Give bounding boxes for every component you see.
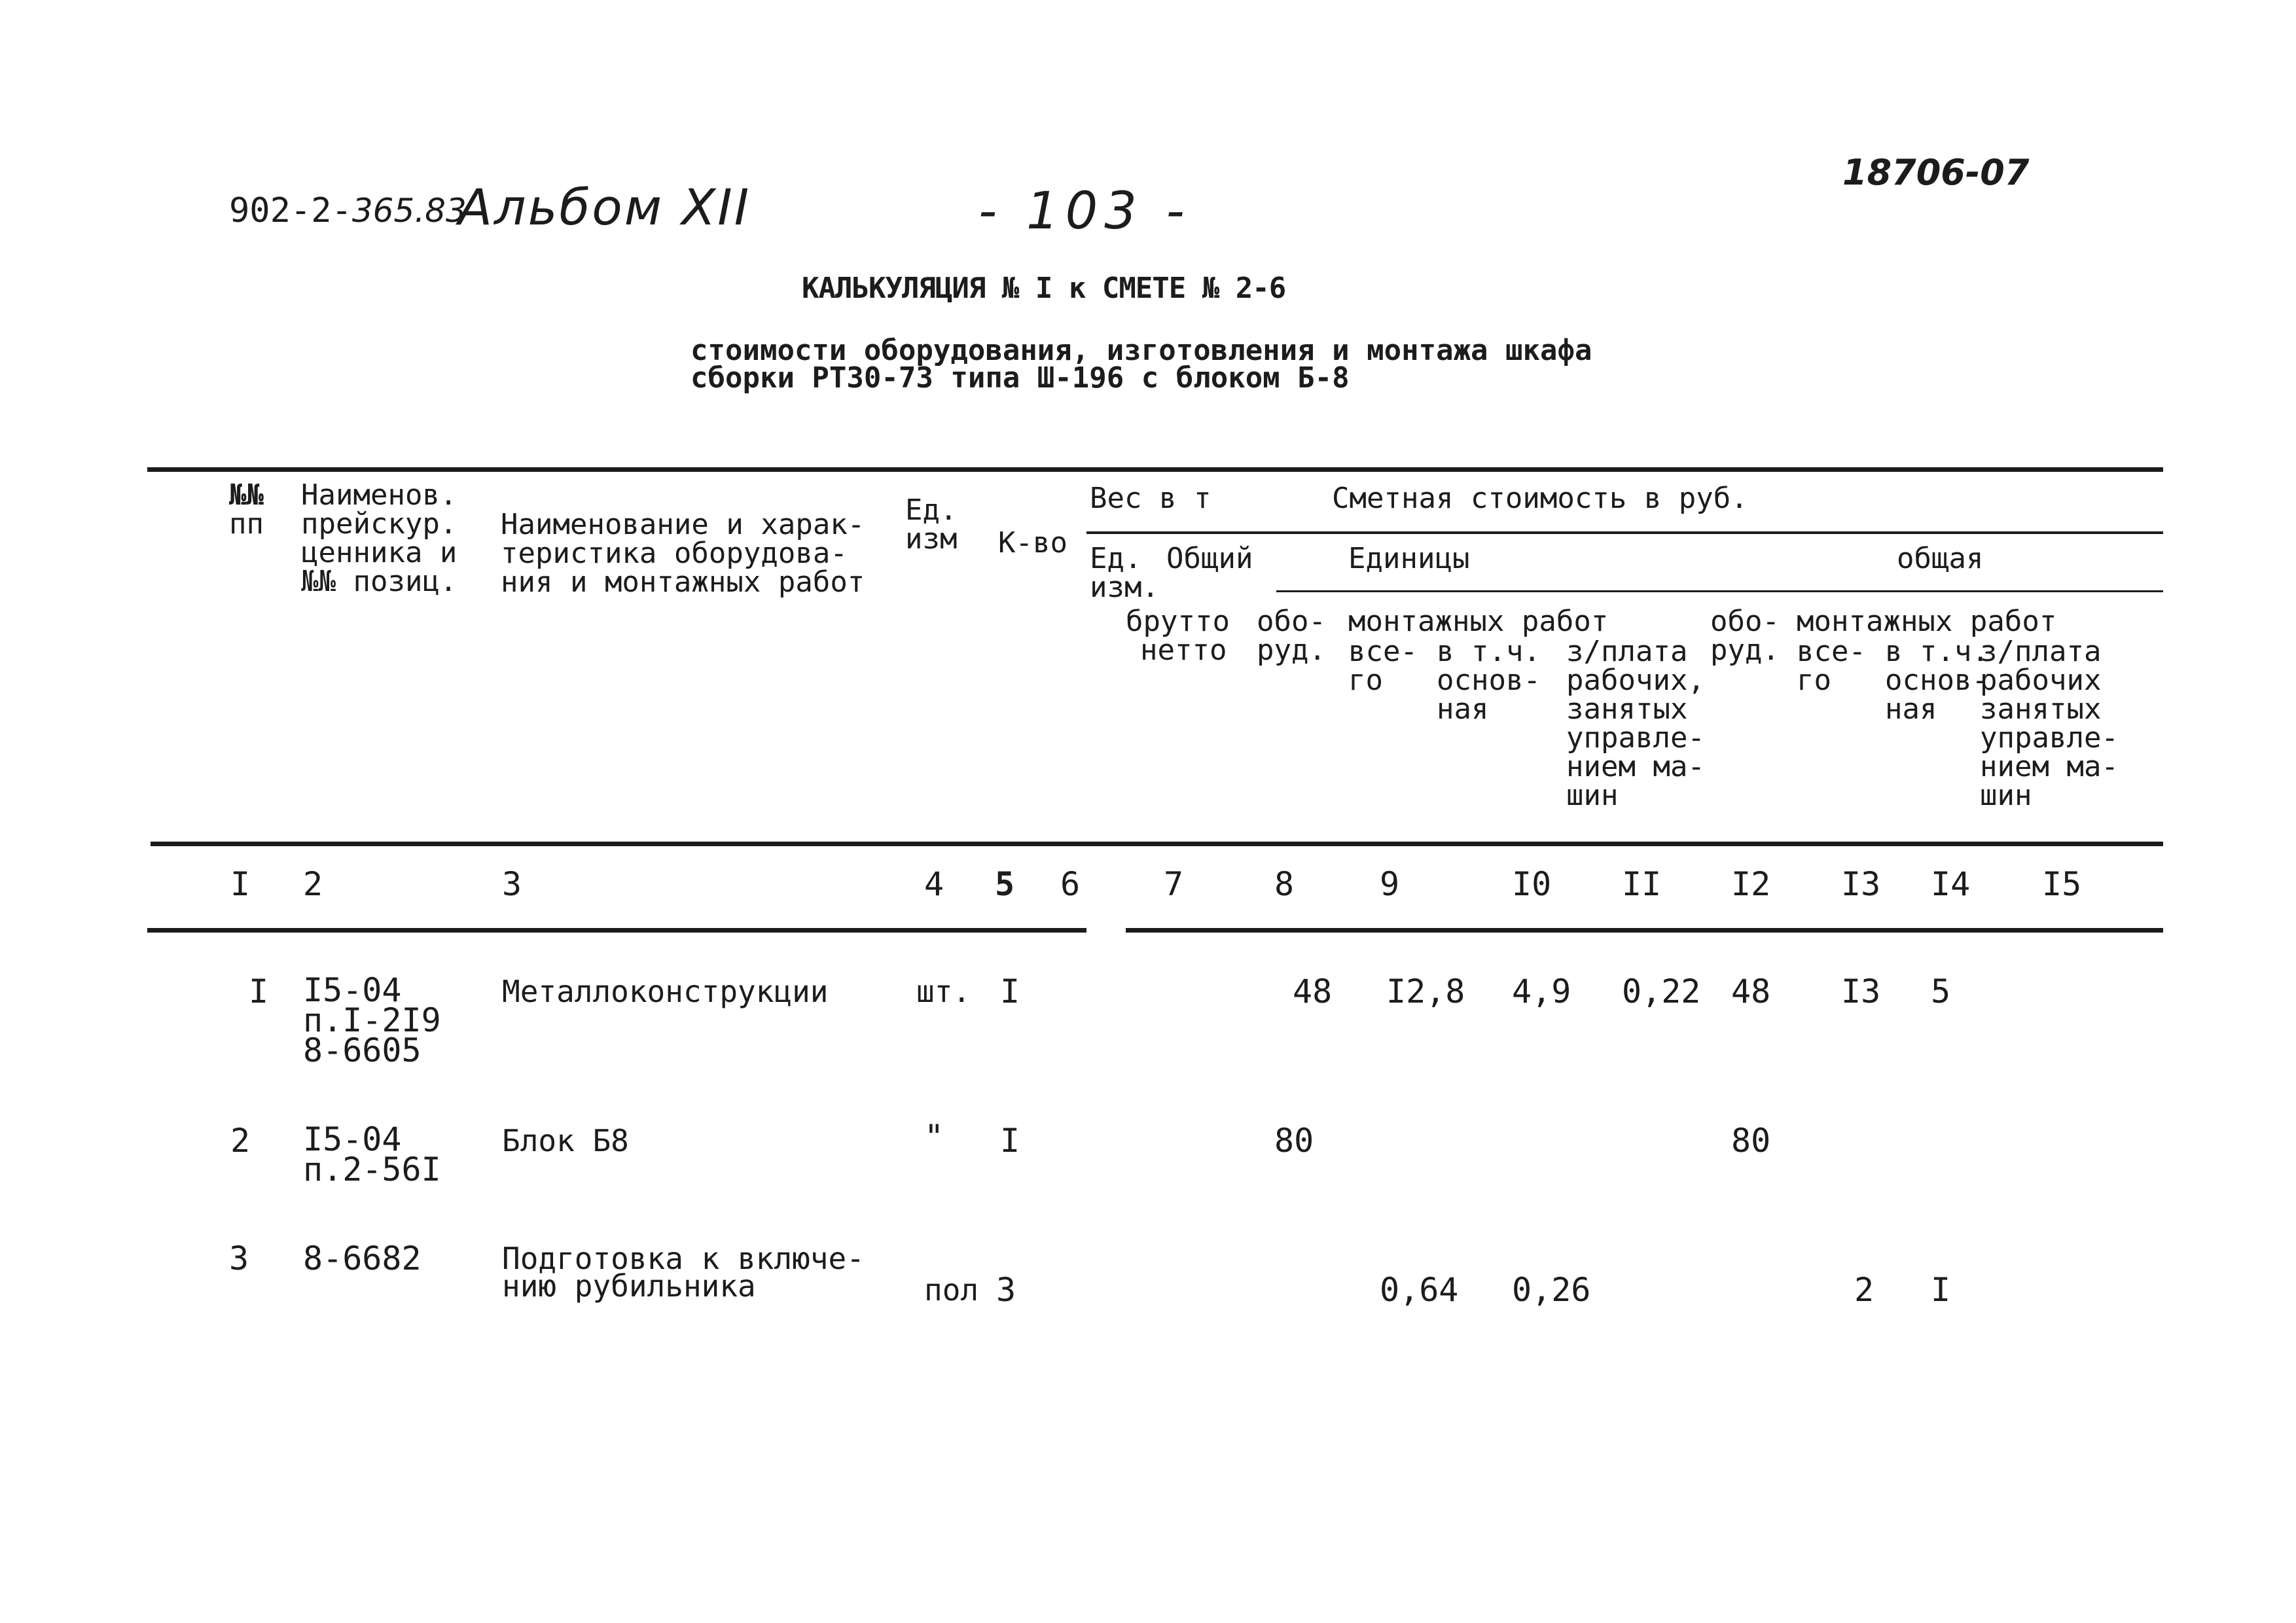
column-number-1: I: [230, 865, 251, 903]
header-unit-incl-basic-line1: в т.ч.: [1437, 635, 1541, 668]
header-total-mount-all-line1: все-: [1797, 635, 1866, 668]
column-number-3: 3: [502, 865, 522, 903]
table-row-1-col8: 48: [1293, 972, 1333, 1010]
header-unit-group: Единицы: [1348, 542, 1470, 575]
column-number-12: I2: [1731, 865, 1771, 903]
table-row-1-col9: I2,8: [1386, 972, 1465, 1010]
header-cost-group: Сметная стоимость в руб.: [1332, 482, 1748, 515]
column-number-2: 2: [303, 865, 323, 903]
table-row-1-code-line3: 8-6605: [303, 1031, 422, 1069]
table-row-2-name: Блок Б8: [502, 1123, 629, 1158]
table-row-3-col10: 0,26: [1512, 1271, 1591, 1309]
header-unit-wages-line4: управле-: [1566, 721, 1705, 755]
table-row-2-code-line1: I5-04: [303, 1120, 402, 1158]
unit-group-rule: [1276, 590, 2163, 592]
table-row-3-name-line2: нию рубильника: [502, 1268, 756, 1304]
header-brutto: брутто: [1126, 605, 1230, 638]
header-total-mount-works: монтажных работ: [1797, 605, 2057, 638]
header-weight-group: Вес в т: [1090, 482, 1211, 515]
header-col2-line3: ценника и: [301, 536, 457, 569]
header-total-equipment-line2: руд.: [1710, 633, 1780, 667]
header-unit-wages-line2: рабочих,: [1566, 664, 1705, 697]
header-unit-wages-line1: з/плата: [1566, 635, 1688, 668]
header-unit-wages-line5: нием ма-: [1566, 750, 1705, 783]
header-col3: [501, 510, 865, 597]
header-col3-line3: ния и монтажных работ: [501, 565, 865, 599]
header-unit-incl-basic-line2: основ-: [1437, 664, 1541, 697]
document-code: [229, 191, 467, 230]
header-total-incl-basic-line2: основ-: [1885, 664, 1989, 697]
column-numbers-rule-left: [147, 928, 1086, 933]
header-unit-equipment-line1: обо-: [1257, 605, 1326, 638]
table-row-3-col13: 2: [1854, 1271, 1874, 1309]
header-total-wages-line2: рабочих: [1980, 664, 2102, 697]
table-row-2-unit: ": [924, 1118, 944, 1156]
document-code-handwritten: 365.83: [351, 192, 467, 230]
header-total-wages-line4: управле-: [1980, 721, 2119, 755]
header-total-incl-basic: [1885, 637, 1989, 724]
header-total-wages-line1: з/плата: [1980, 635, 2102, 668]
subtitle-line-1: стоимости оборудования, изготовления и монтажа шкафа: [691, 334, 1592, 367]
header-weight-unit-line1: Ед.: [1090, 542, 1142, 575]
table-row-1-col12: 48: [1731, 972, 1771, 1010]
header-col1-line2: пп: [229, 507, 264, 541]
header-total-incl-basic-line1: в т.ч.: [1885, 635, 1989, 668]
column-number-4: 4: [924, 865, 944, 903]
header-col4-line1: Ед.: [905, 493, 958, 527]
column-number-7: 7: [1164, 865, 1184, 903]
header-col2-line4: №№ позиц.: [301, 565, 457, 598]
header-weight-total: Общий: [1166, 542, 1253, 575]
header-col2: [301, 478, 457, 598]
header-col3-line2: теристика оборудова-: [501, 537, 848, 570]
column-number-14: I4: [1931, 865, 1971, 903]
table-row-1-col11: 0,22: [1622, 972, 1701, 1010]
table-row-2-code: [303, 1120, 441, 1188]
table-row-1-number: I: [249, 972, 269, 1010]
table-row-3-col14: I: [1931, 1271, 1951, 1309]
header-unit-incl-basic: [1437, 637, 1541, 724]
table-row-1-code-line1: I5-04: [303, 971, 402, 1009]
table-row-3-unit: пол: [924, 1272, 979, 1308]
header-col4: [905, 493, 958, 556]
column-numbers-rule-right: [1126, 928, 2163, 933]
header-total-equipment-line1: обо-: [1710, 605, 1780, 638]
document-title: КАЛЬКУЛЯЦИЯ № I к СМЕТЕ № 2-6: [802, 272, 1286, 305]
table-row-1-col10: 4,9: [1512, 972, 1571, 1010]
table-row-3-name: [502, 1241, 865, 1304]
cost-group-rule: [1086, 531, 2163, 534]
table-row-1-qty: I: [1000, 972, 1020, 1010]
header-unit-mount-works: монтажных работ: [1348, 605, 1609, 638]
header-col1-line1: №№: [229, 478, 264, 512]
header-unit-mount-all-line1: все-: [1348, 635, 1418, 668]
header-netto: нетто: [1140, 633, 1227, 667]
header-total-wages-line3: занятых: [1980, 692, 2102, 726]
table-row-3-name-line1: Подготовка к включе-: [502, 1241, 865, 1276]
header-total-mount-all-line2: го: [1797, 664, 1831, 697]
header-weight-unit-line2: изм.: [1090, 571, 1159, 604]
album-label: Альбом XII: [458, 178, 751, 236]
table-row-1-code: [303, 971, 441, 1069]
document-code-printed: 902-2-: [229, 191, 352, 230]
table-row-3-qty: 3: [996, 1271, 1016, 1309]
table-row-3-col9: 0,64: [1380, 1271, 1459, 1309]
column-number-9: 9: [1380, 865, 1400, 903]
header-bottom-rule: [151, 842, 2163, 846]
header-total-mount-all: [1797, 637, 1866, 695]
table-row-3-number: 3: [229, 1240, 249, 1277]
page-number: - 103 -: [978, 182, 1191, 241]
column-number-6: 6: [1060, 865, 1081, 903]
table-row-1-unit: шт.: [916, 974, 971, 1009]
table-row-2-col8: 80: [1274, 1122, 1314, 1160]
header-total-wages-line6: шин: [1980, 779, 2032, 812]
header-col4-line2: изм: [905, 522, 958, 556]
table-row-2-code-line2: п.2-56I: [303, 1150, 441, 1188]
header-unit-incl-basic-line3: ная: [1437, 692, 1489, 726]
header-total-wages-line5: нием ма-: [1980, 750, 2119, 783]
table-row-1-col13: I3: [1841, 972, 1881, 1010]
header-weight-unit: [1090, 544, 1159, 602]
table-row-1-name: Металлоконструкции: [502, 974, 829, 1009]
table-row-3-code: 8-6682: [303, 1240, 422, 1277]
column-number-8: 8: [1274, 865, 1295, 903]
header-unit-wages-line6: шин: [1566, 779, 1619, 812]
table-row-1-code-line2: п.I-2I9: [303, 1001, 441, 1039]
header-col5: К-во: [998, 526, 1067, 560]
header-unit-equipment-line2: руд.: [1257, 633, 1326, 667]
column-number-10: I0: [1512, 865, 1552, 903]
header-total-equipment: [1710, 607, 1780, 665]
table-row-2-number: 2: [230, 1122, 251, 1160]
header-brutto-netto: [1126, 607, 1230, 665]
inventory-number: 18706-07: [1842, 152, 2030, 193]
header-total-incl-wages: [1980, 637, 2119, 810]
column-number-13: I3: [1841, 865, 1881, 903]
header-col3-line1: Наименование и харак-: [501, 508, 865, 541]
header-col2-line1: Наименов.: [301, 478, 457, 512]
table-row-1-col14: 5: [1931, 972, 1951, 1010]
header-unit-equipment: [1257, 607, 1326, 665]
column-number-5: 5: [995, 865, 1015, 903]
header-col1: [229, 478, 264, 541]
header-unit-mount-all: [1348, 637, 1418, 695]
column-number-11: II: [1622, 865, 1662, 903]
table-row-2-col12: 80: [1731, 1122, 1771, 1160]
header-total-group: общая: [1897, 542, 1984, 575]
header-unit-incl-wages: [1566, 637, 1705, 810]
table-row-2-qty: I: [1000, 1122, 1020, 1160]
subtitle-line-2: сборки РТЗ0-73 типа Ш-196 с блоком Б-8: [691, 361, 1350, 395]
header-unit-mount-all-line2: го: [1348, 664, 1383, 697]
column-number-15: I5: [2042, 865, 2082, 903]
header-col2-line2: прейскур.: [301, 507, 457, 541]
header-unit-wages-line3: занятых: [1566, 692, 1688, 726]
header-total-incl-basic-line3: ная: [1885, 692, 1937, 726]
table-top-rule: [147, 467, 2163, 472]
